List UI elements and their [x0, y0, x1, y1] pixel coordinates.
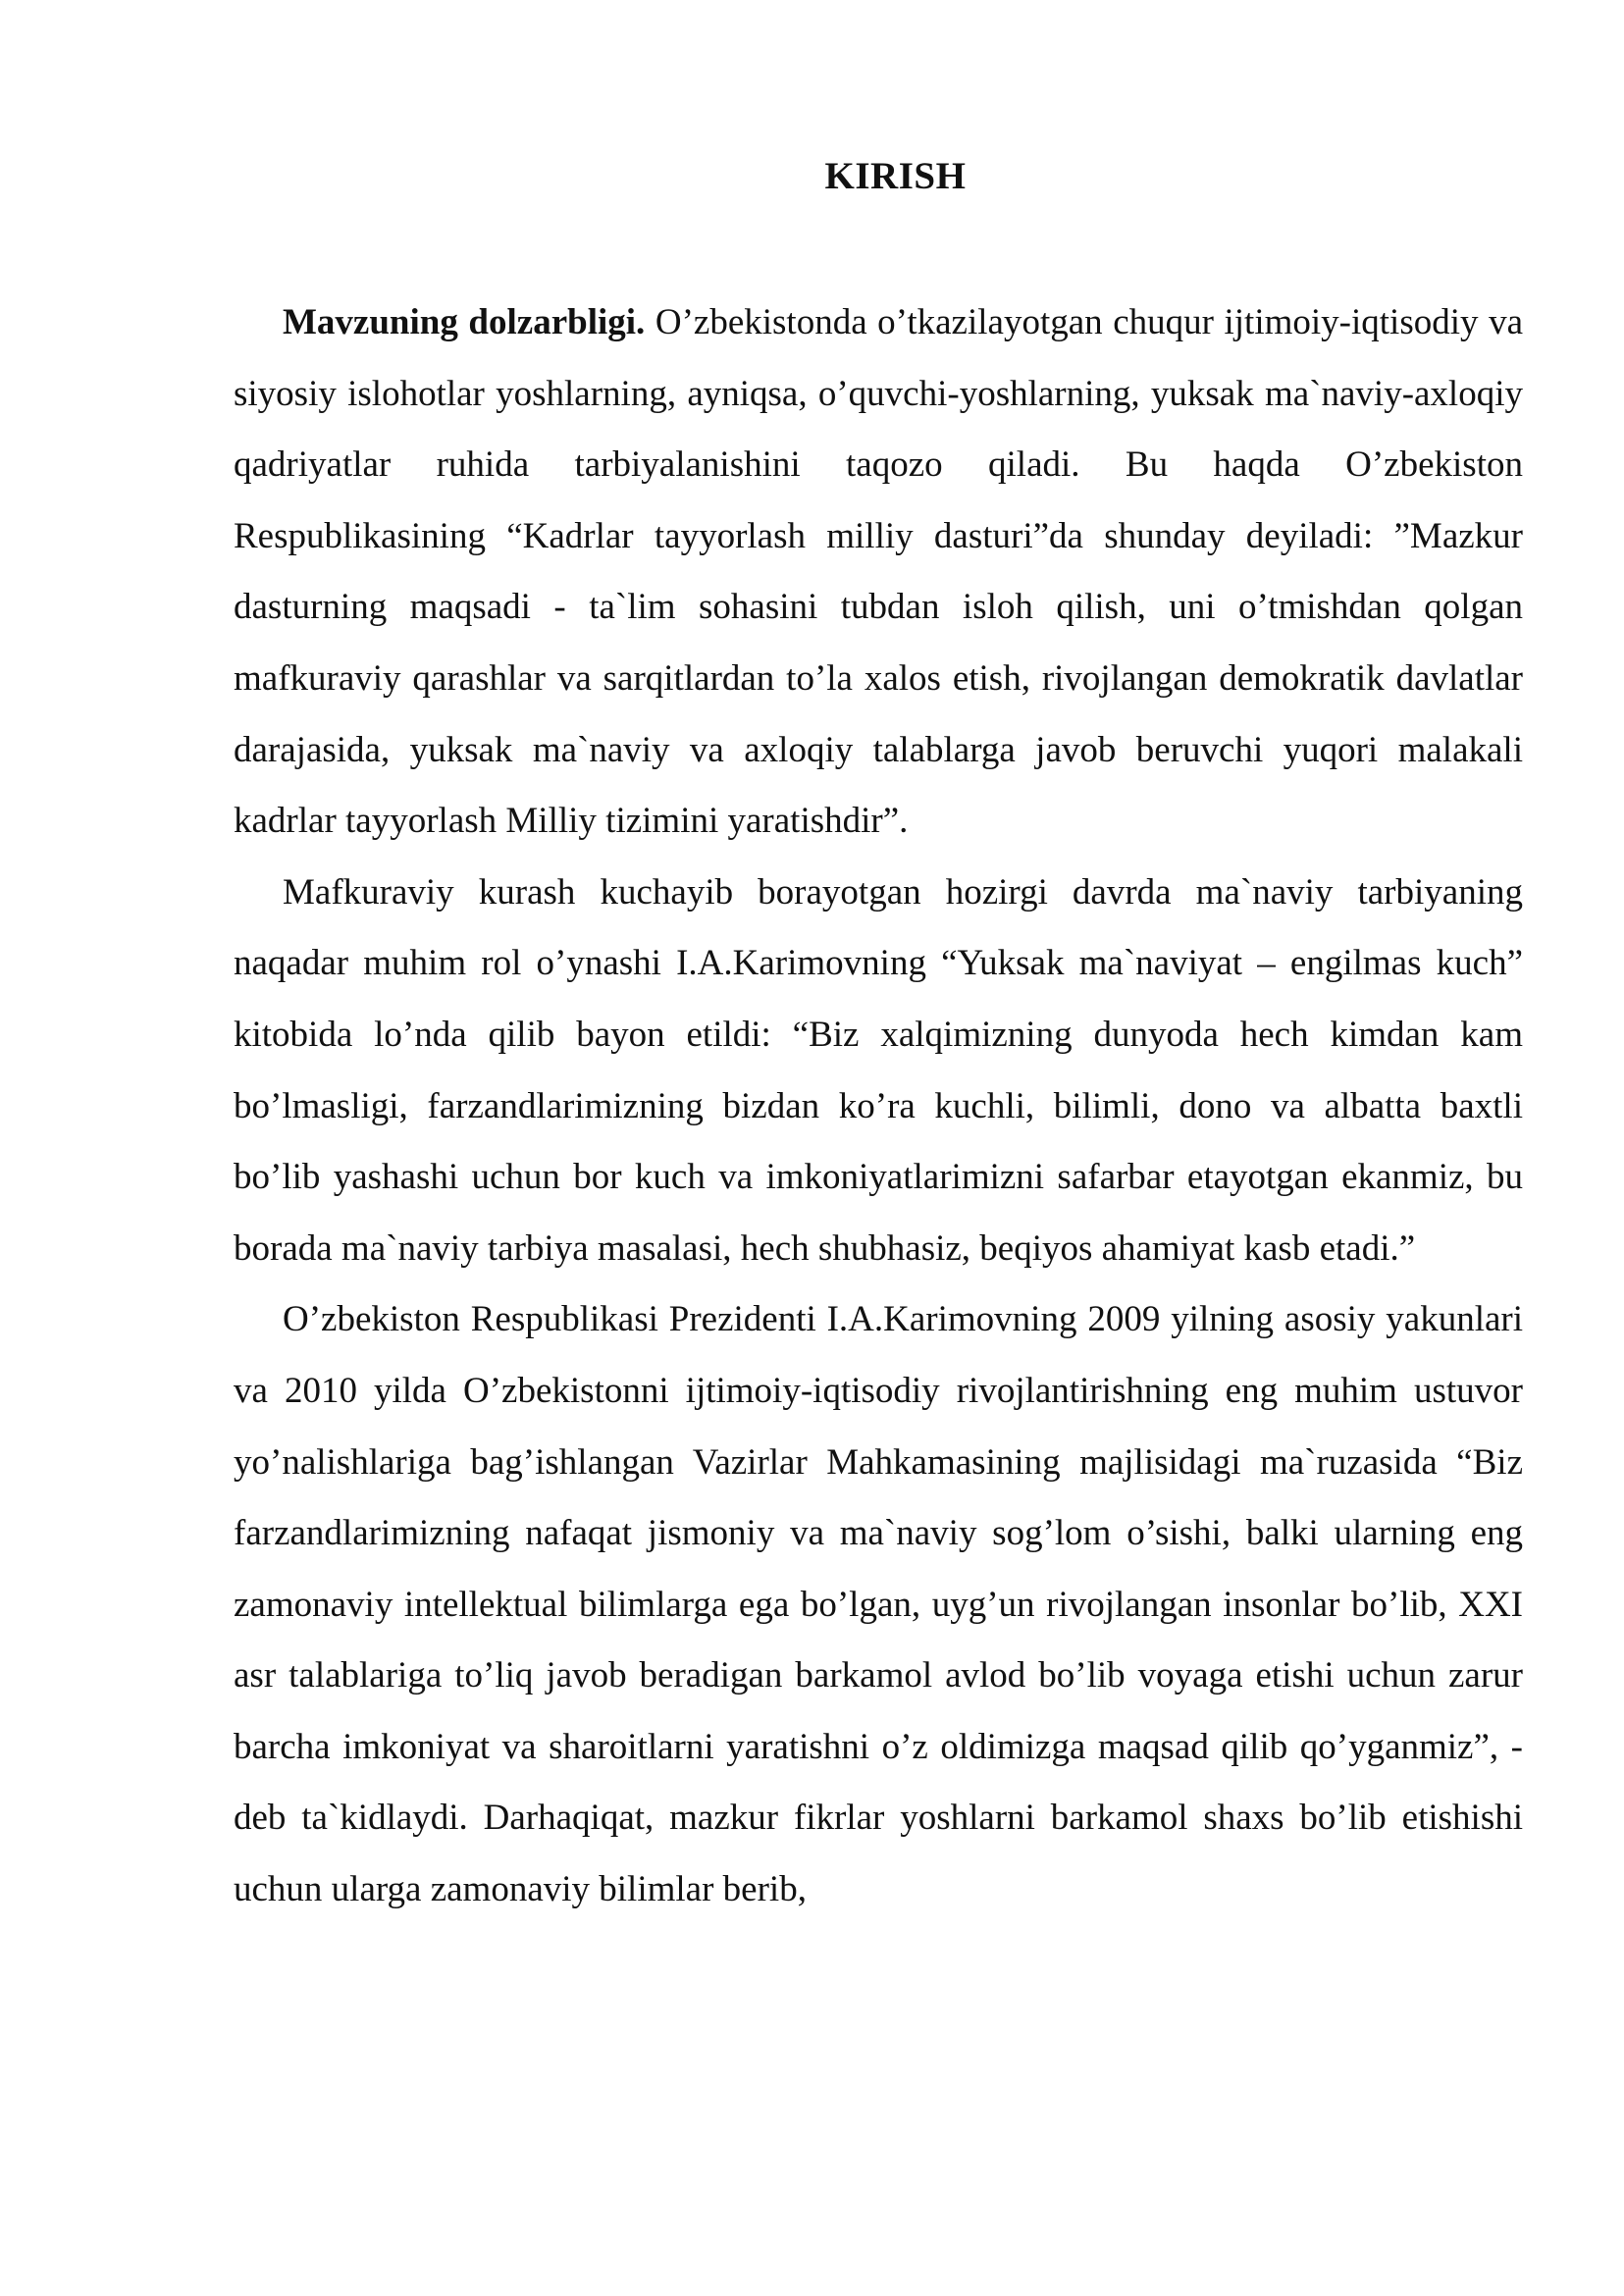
page-title: KIRISH — [824, 155, 967, 197]
paragraph-3-text: O’zbekiston Respublikasi Prezidenti I.A.Karimovning 2009 yilning asosiy yakunlari va 2010 yilda O’zbekistonni ijtimoiy-iqtisodiy rivojlantirishning eng muhim ustuvor yo’nalishlariga bag’ishlangan Vazirlar Mahkamasining majlisidagi ma`ruzasida “Biz farzandlarimizning nafaqat jismoniy va ma`naviy sog’lom o’sishi, balki ularning eng zamonaviy intellektual bilimlarga ega bo’lgan, uyg’un rivojlangan insonlar bo’lib, XXI asr talablariga to’liq javob beradigan barkamol avlod bo’lib voyaga etishi uchun zarur barcha imkoniyat va sharoitlarni yaratishni o’z oldimizga maqsad qilib qo’yganmiz”, - deb ta`kidlaydi. Darhaqiqat, mazkur fikrlar yoshlarni barkamol shaxs bo’lib etishishi uchun ularga zamonaviy bilimlar berib, — [234, 1299, 1523, 1910]
paragraph-1-lead: Mavzuning dolzarbligi. — [283, 302, 646, 342]
paragraph-1-text: O’zbekistonda o’tkazilayotgan chuqur ijtimoiy-iqtisodiy va siyosiy islohotlar yoshlarning, ayniqsa, o’quvchi-yoshlarning, yuksak ma`naviy-axloqiy qadriyatlar ruhida tarbiyalanishini taqozo qiladi. Bu haqda O’zbekiston Respublikasining “Kadrlar tayyorlash milliy dasturi”da shunday deyiladi: ”Mazkur dasturning maqsadi - ta`lim sohasini tubdan isloh qilish, uni o’tmishdan qolgan mafkuraviy qarashlar va sarqitlardan to’la xalos etish, rivojlangan demokratik davlatlar darajasida, yuksak ma`naviy va axloqiy talablarga javob beruvchi yuqori malakali kadrlar tayyorlash Milliy tizimini yaratishdir”. — [234, 302, 1523, 842]
paragraph-3 — [234, 1284, 1523, 1925]
document-body — [234, 287, 1523, 1926]
paragraph-2 — [234, 858, 1523, 1285]
paragraph-2-text: Mafkuraviy kurash kuchayib borayotgan hozirgi davrda ma`naviy tarbiyaning naqadar muhim rol o’ynashi I.A.Karimovning “Yuksak ma`naviyat – engilmas kuch” kitobida lo’nda qilib bayon etildi: “Biz xalqimizning dunyoda hech kimdan kam bo’lmasligi, farzandlarimizning bizdan ko’ra kuchli, bilimli, dono va albatta baxtli bo’lib yashashi uchun bor kuch va imkoniyatlarimizni safarbar etayotgan ekanmiz, bu borada ma`naviy tarbiya masalasi, hech shubhasiz, beqiyos ahamiyat kasb etadi.” — [234, 871, 1523, 1269]
paragraph-1 — [234, 287, 1523, 858]
